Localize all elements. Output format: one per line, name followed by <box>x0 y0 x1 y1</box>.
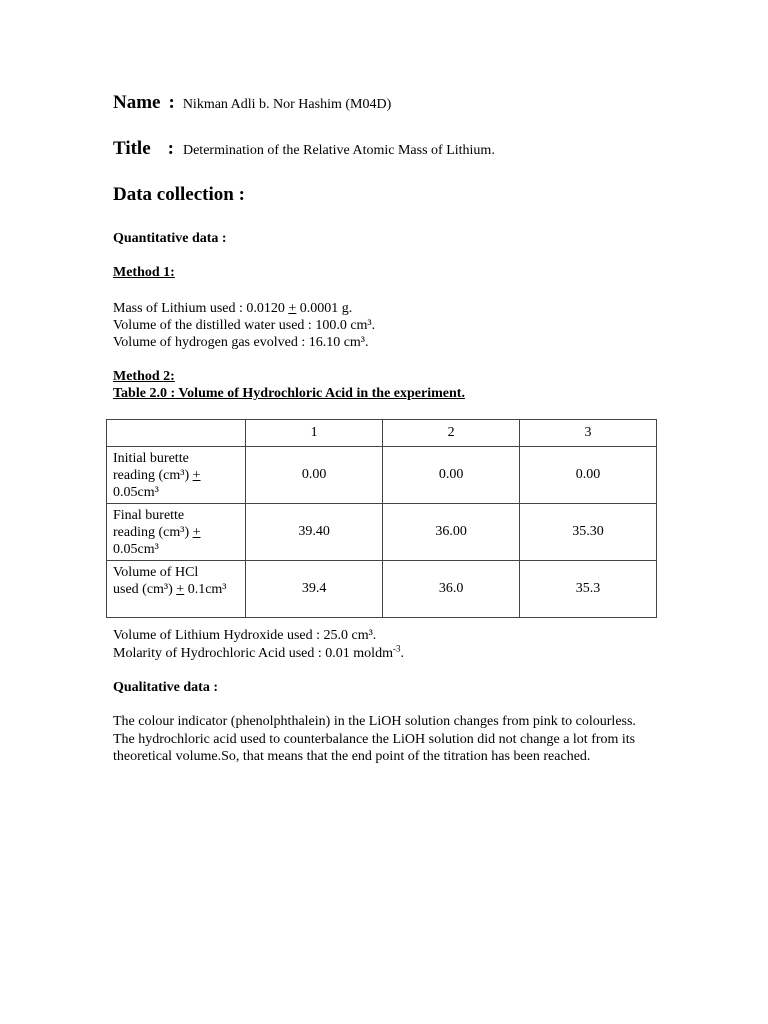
table-row <box>107 504 657 561</box>
name-colon: : <box>168 92 175 113</box>
name-label: Name <box>113 92 161 113</box>
method1-line-hydrogen: Volume of hydrogen gas evolved : 16.10 cm³. <box>113 335 369 350</box>
molarity-text: Molarity of Hydrochloric Acid used : 0.01 moldm <box>113 646 393 661</box>
molarity-exponent: -3 <box>392 643 401 654</box>
table-header-row <box>107 420 657 447</box>
row-label-initial: Initial burette reading (cm³) + 0.05cm³ <box>107 447 246 504</box>
table-cell: 0.00 <box>383 447 520 504</box>
table-cell: 39.4 <box>246 561 383 618</box>
table-cell: 0.00 <box>246 447 383 504</box>
table-cell: 39.40 <box>246 504 383 561</box>
table-header-3: 3 <box>520 420 657 447</box>
lioh-volume-line: Volume of Lithium Hydroxide used : 25.0 cm³. <box>113 628 377 643</box>
table-row <box>107 561 657 618</box>
qualitative-paragraph: The colour indicator (phenolphthalein) in the LiOH solution changes from pink to colourless. The hydrochloric acid used to counterbalance the LiOH solution did not change a lot from its theoretical volume.So, that means that the end point of the titration has been reached. <box>113 714 636 764</box>
method1-line-water: Volume of the distilled water used : 100.0 cm³. <box>113 318 376 333</box>
molarity-end: . <box>400 646 404 661</box>
title-row <box>113 138 495 160</box>
table-cell: 35.30 <box>520 504 657 561</box>
data-collection-heading: Data collection : <box>113 184 245 205</box>
title-label: Title <box>113 138 151 159</box>
table-header-empty <box>107 420 246 447</box>
hcl-volume-table <box>106 419 657 618</box>
title-colon: : <box>167 138 174 159</box>
method2-heading: Method 2: <box>113 369 175 384</box>
table-cell: 0.00 <box>520 447 657 504</box>
row-label-volume: Volume of HCl used (cm³) + 0.1cm³ <box>107 561 246 618</box>
method1-heading: Method 1: <box>113 265 175 280</box>
table-header-2: 2 <box>383 420 520 447</box>
table-cell: 35.3 <box>520 561 657 618</box>
qualitative-heading: Qualitative data : <box>113 680 218 695</box>
row-label-final: Final burette reading (cm³) + 0.05cm³ <box>107 504 246 561</box>
table-caption: Table 2.0 : Volume of Hydrochloric Acid in the experiment. <box>113 386 465 401</box>
table-cell: 36.00 <box>383 504 520 561</box>
table-header-1: 1 <box>246 420 383 447</box>
name-value: Nikman Adli b. Nor Hashim (M04D) <box>182 97 392 112</box>
name-row <box>113 92 391 114</box>
method1-line-mass: Mass of Lithium used : 0.0120 + 0.0001 g. <box>113 301 353 316</box>
quantitative-heading: Quantitative data : <box>113 231 227 246</box>
table-row <box>107 447 657 504</box>
molarity-line <box>113 645 404 662</box>
table-cell: 36.0 <box>383 561 520 618</box>
title-value: Determination of the Relative Atomic Mass of Lithium. <box>182 143 495 158</box>
